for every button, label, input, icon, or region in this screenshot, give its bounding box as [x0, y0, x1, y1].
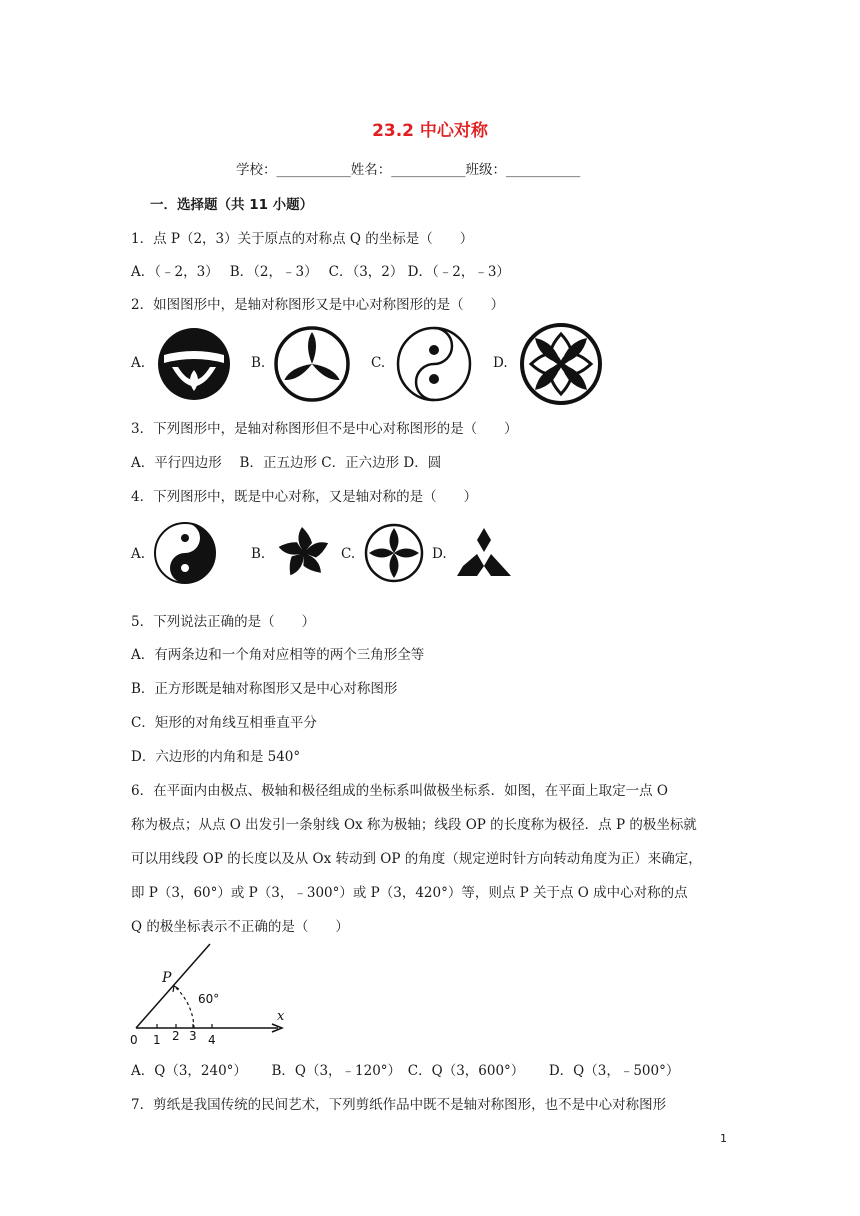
q2-option-c-label: C. [371, 355, 386, 371]
question-6-options: A．Q（3，240°） B．Q（3，﹣120°） C．Q（3，600°） D．Q（3，﹣500°） [131, 1063, 680, 1079]
angle-arc-arrow [173, 986, 179, 992]
q4-option-d-figure [455, 526, 513, 578]
tick-label-0: 0 [130, 1033, 138, 1047]
question-5-option-a: A．有两条边和一个角对应相等的两个三角形全等 [131, 647, 425, 663]
page-number: 1 [720, 1132, 727, 1145]
q4-option-a-figure [152, 520, 218, 586]
tick-label-1: 1 [153, 1033, 161, 1047]
q4-option-c-figure [363, 522, 425, 584]
q4-option-b-figure [272, 522, 336, 584]
question-4-stem: 4．下列图形中，既是中心对称，又是轴对称的是（ ） [131, 489, 478, 505]
polar-coordinate-figure [126, 940, 296, 1050]
angle-arc [174, 986, 194, 1028]
page-title: 23.2 中心对称 [372, 121, 488, 141]
tick-label-4: 4 [208, 1033, 216, 1047]
section-heading: 一．选择题（共 11 小题） [150, 197, 314, 213]
question-6-line-1: 6．在平面内由极点、极轴和极径组成的坐标系叫做极坐标系．如图，在平面上取定一点 O [131, 783, 668, 799]
question-6-line-2: 称为极点；从点 O 出发引一条射线 Ox 称为极轴；线段 OP 的长度称为极径．点 P 的极坐标就 [131, 817, 697, 833]
question-2-stem: 2．如图图形中，是轴对称图形又是中心对称图形的是（ ） [131, 297, 505, 313]
q4-option-b-label: B. [251, 546, 266, 562]
q2-option-d-figure [518, 321, 604, 407]
q2-option-d-label: D. [493, 355, 508, 371]
question-3-options: A．平行四边形 B．正五边形 C．正六边形 D．圆 [131, 455, 442, 471]
point-p-label: P [162, 970, 172, 986]
q2-option-b-figure [271, 323, 353, 405]
ray-op [136, 944, 210, 1028]
question-6-line-4: 即 P（3，60°）或 P（3，﹣300°）或 P（3，420°）等，则点 P 关于点 O 成中心对称的点 [131, 885, 688, 901]
tick-label-2: 2 [172, 1029, 180, 1043]
question-1-stem: 1．点 P（2，3）关于原点的对称点 Q 的坐标是（ ） [131, 231, 474, 247]
q4-option-d-label: D. [432, 546, 447, 562]
question-1-options: A．（﹣2，3） B．（2，﹣3） C．（3，2） D．（﹣2，﹣3） [131, 264, 510, 280]
question-6-line-3: 可以用线段 OP 的长度以及从 Ox 转动到 OP 的角度（规定逆时针方向转动角度为正）来确定， [131, 851, 702, 867]
axis-x-label: x [277, 1009, 285, 1024]
question-7-stem: 7．剪纸是我国传统的民间艺术，下列剪纸作品中既不是轴对称图形，也不是中心对称图形 [131, 1097, 667, 1113]
angle-label: 60° [198, 992, 220, 1006]
question-5-option-c: C．矩形的对角线互相垂直平分 [131, 715, 317, 731]
q2-option-a-label: A. [131, 355, 146, 371]
q2-option-a-figure [152, 325, 236, 403]
q2-option-b-label: B. [251, 355, 266, 371]
question-5-option-d: D．六边形的内角和是 540° [131, 749, 301, 765]
question-5-option-b: B．正方形既是轴对称图形又是中心对称图形 [131, 681, 398, 697]
question-3-stem: 3．下列图形中，是轴对称图形但不是中心对称图形的是（ ） [131, 421, 518, 437]
student-info-line: 学校：___________姓名：___________班级：___________ [236, 162, 581, 178]
tick-label-3: 3 [189, 1029, 197, 1043]
q4-option-c-label: C. [341, 546, 356, 562]
q4-option-a-label: A. [131, 546, 146, 562]
question-6-line-5: Q 的极坐标表示不正确的是（ ） [131, 919, 349, 935]
q2-option-c-figure [393, 323, 475, 405]
question-5-stem: 5．下列说法正确的是（ ） [131, 614, 316, 630]
